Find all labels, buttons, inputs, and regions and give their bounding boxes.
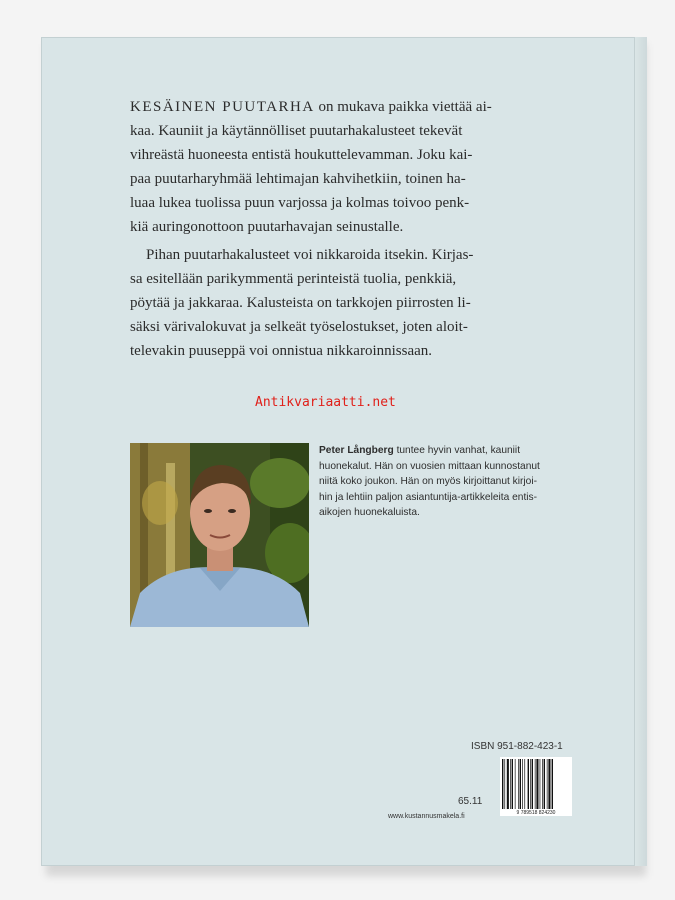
price-code: 65.11: [458, 796, 483, 807]
barcode-bar: [520, 759, 521, 809]
watermark-text: Antikvariaatti.net: [255, 395, 396, 410]
barcode-bar: [532, 759, 533, 809]
blurb-paragraph-1: KESÄINEN PUUTARHA on mukava paikka viettää ai- kaa. Kauniit ja käytännölliset puutarhakalusteet tekevät vihreästä huoneesta entistä houkuttelevamman. Joku kai- paa puutarharyhmää lehtimajan kahvihetkiin, toinen ha- luaa lukea tuolissa puun varjossa ja kolmas toivoo penk- kiä auringonottoon puutarhavajan seinustalle.: [130, 99, 492, 235]
barcode-bar: [512, 759, 513, 809]
barcode-bar: [530, 759, 531, 809]
barcode-bar: [547, 759, 548, 809]
blurb-lead: KESÄINEN PUUTARHA: [130, 99, 315, 115]
barcode-bar: [524, 759, 525, 809]
barcode-bar: [522, 759, 523, 809]
barcode-bar: [548, 759, 550, 809]
barcode-bar: [504, 759, 505, 809]
publisher-url: www.kustannusmakela.fi: [388, 813, 465, 820]
author-bio: Peter Långberg tuntee hyvin vanhat, kauniit huonekalut. Hän on vuosien mittaan kunnostanut niitä koko joukon. Hän on myös kirjoittanut kirjoi- hin ja lehtiin paljon asiantuntija-artikkeleita entis- aikojen huonekaluista.: [319, 445, 540, 518]
barcode-bar: [536, 759, 538, 809]
barcode-bar: [502, 759, 503, 809]
barcode-bar: [552, 759, 553, 809]
barcode-bar: [507, 759, 509, 809]
blurb-paragraph-2: Pihan puutarhakalusteet voi nikkaroida itsekin. Kirjas- sa esitellään parikymmentä perinteistä tuolia, penkkiä, pöytää ja jakkaraa. Kalusteista on tarkkojen piirrosten li- säksi värivalokuvat ja selkeät työselostukset, joten aloit- televakin puuseppä voi onnistua nikkaroinnissaan.: [130, 247, 474, 359]
barcode: [500, 757, 572, 815]
author-name: Peter Långberg: [319, 445, 394, 456]
barcode-bar: [544, 759, 545, 809]
isbn-text: ISBN 951-882-423-1: [471, 741, 563, 752]
barcode-bar: [510, 759, 511, 809]
barcode-bar: [528, 759, 529, 809]
barcode-digits: 9 789518 824230: [500, 810, 572, 816]
barcode-bar: [515, 759, 516, 809]
barcode-bar: [535, 759, 536, 809]
cover-blurb: [130, 95, 593, 363]
barcode-bar: [540, 759, 541, 809]
barcode-bar: [542, 759, 543, 809]
author-photo: [130, 443, 309, 627]
barcode-bar: [518, 759, 519, 809]
